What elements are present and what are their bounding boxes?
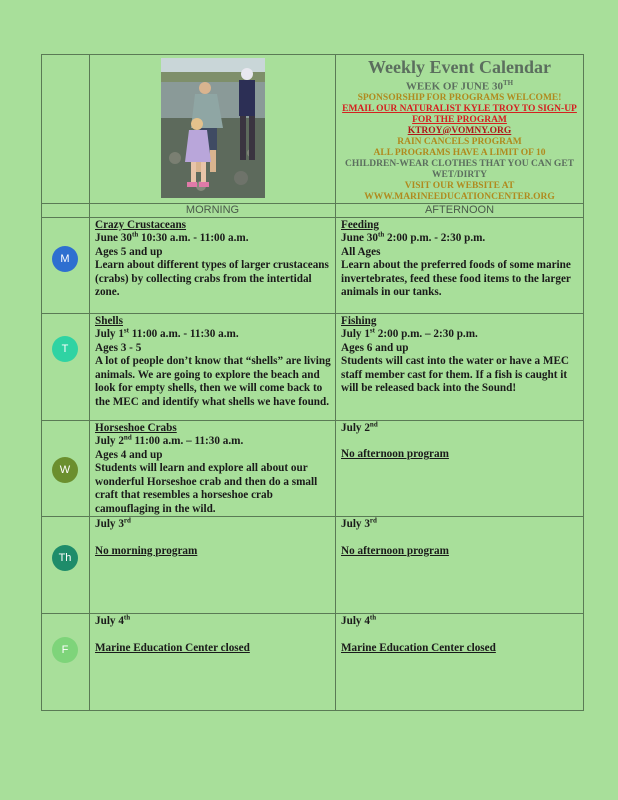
rain-note: RAIN CANCELS PROGRAM [397, 136, 522, 147]
closed-note: Marine Education Center closed [95, 641, 250, 654]
event-block [336, 314, 583, 396]
no-program-note: No afternoon program [341, 448, 449, 461]
date-suffix: st [369, 326, 375, 335]
no-program-note: No morning program [95, 544, 198, 557]
weekly-calendar-table [41, 54, 584, 711]
date-suffix: th [369, 613, 377, 622]
event-description: Learn about different types of larger crustaceans (crabs) by collecting crabs from the intertidal zone. [95, 259, 329, 299]
event-block [90, 314, 335, 410]
event-hours: 10:30 a.m. - 11:00 a.m. [138, 232, 249, 245]
date-suffix: st [123, 326, 129, 335]
event-title: Fishing [341, 314, 377, 327]
event-description: Students will cast into the water or have a MEC staff member cast for them. If a fish is caught it will be released back into the Sound! [341, 355, 569, 395]
event-description: A lot of people don’t know that “shells” are living animals. We are going to explore the beach and look for empty shells, then we will come back to the MEC and identify what shells we have found. [95, 355, 331, 408]
date-suffix: th [378, 230, 385, 239]
day-badge-cell [42, 217, 90, 313]
event-description: Students will learn and explore all about our wonderful Horseshoe crab and then do a small craft that resembles a horseshoe crab camouflaging in the wild. [95, 462, 318, 515]
friday-afternoon-cell [336, 614, 584, 711]
event-date-line [341, 615, 580, 629]
event-ages: Ages 6 and up [341, 341, 409, 354]
event-ages: Ages 5 and up [95, 245, 163, 258]
event-date: June 30 [95, 232, 132, 245]
day-badge-monday: M [52, 246, 78, 272]
day-badge-thursday: Th [52, 545, 78, 571]
day-badge-cell [42, 517, 90, 614]
week-label [338, 77, 581, 93]
naturalist-email-link[interactable]: KTROY@VOMNY.ORG [407, 125, 512, 136]
week-suffix: TH [502, 79, 514, 87]
day-badge-friday: F [52, 637, 78, 663]
visit-note: VISIT OUR WEBSITE AT [404, 180, 515, 191]
day-badge-cell [42, 313, 90, 420]
tuesday-morning-cell [90, 313, 336, 420]
event-date: July 3 [341, 518, 370, 531]
wednesday-afternoon-cell [336, 420, 584, 517]
event-ages: All Ages [341, 245, 381, 258]
event-block [336, 614, 583, 655]
event-date-line [341, 518, 580, 532]
event-time [95, 328, 332, 342]
calendar-title: Weekly Event Calendar [368, 57, 551, 77]
event-date: July 3 [95, 518, 124, 531]
event-hours: 11:00 a.m. – 11:30 a.m. [131, 435, 244, 448]
event-date: July 4 [95, 615, 124, 628]
photo-cell [90, 55, 336, 204]
closed-note: Marine Education Center closed [341, 641, 496, 654]
event-date: July 2 [95, 435, 124, 448]
family-beach-photo [161, 58, 265, 198]
event-block [90, 614, 335, 655]
event-date: July 1 [341, 328, 370, 341]
date-suffix: th [123, 613, 131, 622]
event-description: Learn about the preferred foods of some marine invertebrates, feed these food items to the larger animals in our tanks. [341, 259, 571, 299]
day-badge-tuesday: T [52, 336, 78, 362]
event-block [90, 218, 335, 300]
event-block [336, 517, 583, 558]
event-hours: 2:00 p.m. - 2:30 p.m. [384, 232, 486, 245]
morning-header: MORNING [90, 203, 336, 217]
event-block [336, 218, 583, 300]
day-row-thursday [42, 517, 584, 614]
no-program-note: No afternoon program [341, 544, 449, 557]
tuesday-afternoon-cell [336, 313, 584, 420]
event-date-line [341, 419, 580, 436]
event-title: Crazy Crustaceans [95, 218, 187, 231]
monday-morning-cell [90, 217, 336, 313]
event-date-line [95, 615, 332, 629]
thursday-afternoon-cell [336, 517, 584, 614]
header-row [42, 55, 584, 204]
event-block [336, 421, 583, 462]
event-hours: 2:00 p.m. – 2:30 p.m. [374, 328, 478, 341]
event-time [341, 328, 580, 342]
event-date: July 4 [341, 615, 370, 628]
day-row-monday [42, 217, 584, 313]
date-suffix: nd [369, 419, 378, 428]
afternoon-header: AFTERNOON [336, 203, 584, 217]
event-date: July 2 [341, 421, 370, 434]
week-text: WEEK OF JUNE 30 [405, 80, 503, 93]
column-header-empty [42, 203, 90, 217]
event-time [95, 232, 332, 246]
column-header-row [42, 203, 584, 217]
event-date: July 1 [95, 328, 124, 341]
wednesday-morning-cell [90, 420, 336, 517]
event-date: June 30 [341, 232, 378, 245]
date-suffix: rd [123, 516, 131, 525]
event-title: Horseshoe Crabs [95, 421, 177, 434]
day-row-friday [42, 614, 584, 711]
website-link[interactable]: WWW.MARINEEDUCATIONCENTER.ORG [364, 191, 555, 202]
event-hours: 11:00 a.m. - 11:30 a.m. [128, 328, 239, 341]
event-title: Feeding [341, 218, 379, 231]
monday-afternoon-cell [336, 217, 584, 313]
friday-morning-cell [90, 614, 336, 711]
photo-illustration [161, 58, 265, 198]
clothes-note: CHILDREN-WEAR CLOTHES THAT YOU CAN GET WET/DIRTY [344, 158, 574, 180]
event-ages: Ages 4 and up [95, 448, 163, 461]
event-block [90, 517, 335, 558]
event-title: Shells [95, 314, 123, 327]
day-row-tuesday [42, 313, 584, 420]
thursday-morning-cell [90, 517, 336, 614]
date-suffix: th [132, 230, 139, 239]
event-ages: Ages 3 - 5 [95, 341, 142, 354]
event-time [95, 435, 332, 449]
limit-note: ALL PROGRAMS HAVE A LIMIT OF 10 [373, 147, 546, 158]
day-badge-cell [42, 420, 90, 517]
date-suffix: nd [123, 433, 132, 442]
day-row-wednesday [42, 420, 584, 517]
signup-email-link[interactable]: EMAIL OUR NATURALIST KYLE TROY TO SIGN-UP FOR THE PROGRAM [342, 103, 577, 125]
day-badge-wednesday: W [52, 457, 78, 483]
date-suffix: rd [369, 516, 377, 525]
day-badge-cell [42, 614, 90, 711]
event-block [90, 421, 335, 517]
header-empty-cell [42, 55, 90, 204]
info-cell [336, 55, 584, 204]
sponsorship-note: SPONSORSHIP FOR PROGRAMS WELCOME! [357, 92, 562, 103]
event-date-line [95, 518, 332, 532]
event-time [341, 232, 580, 246]
